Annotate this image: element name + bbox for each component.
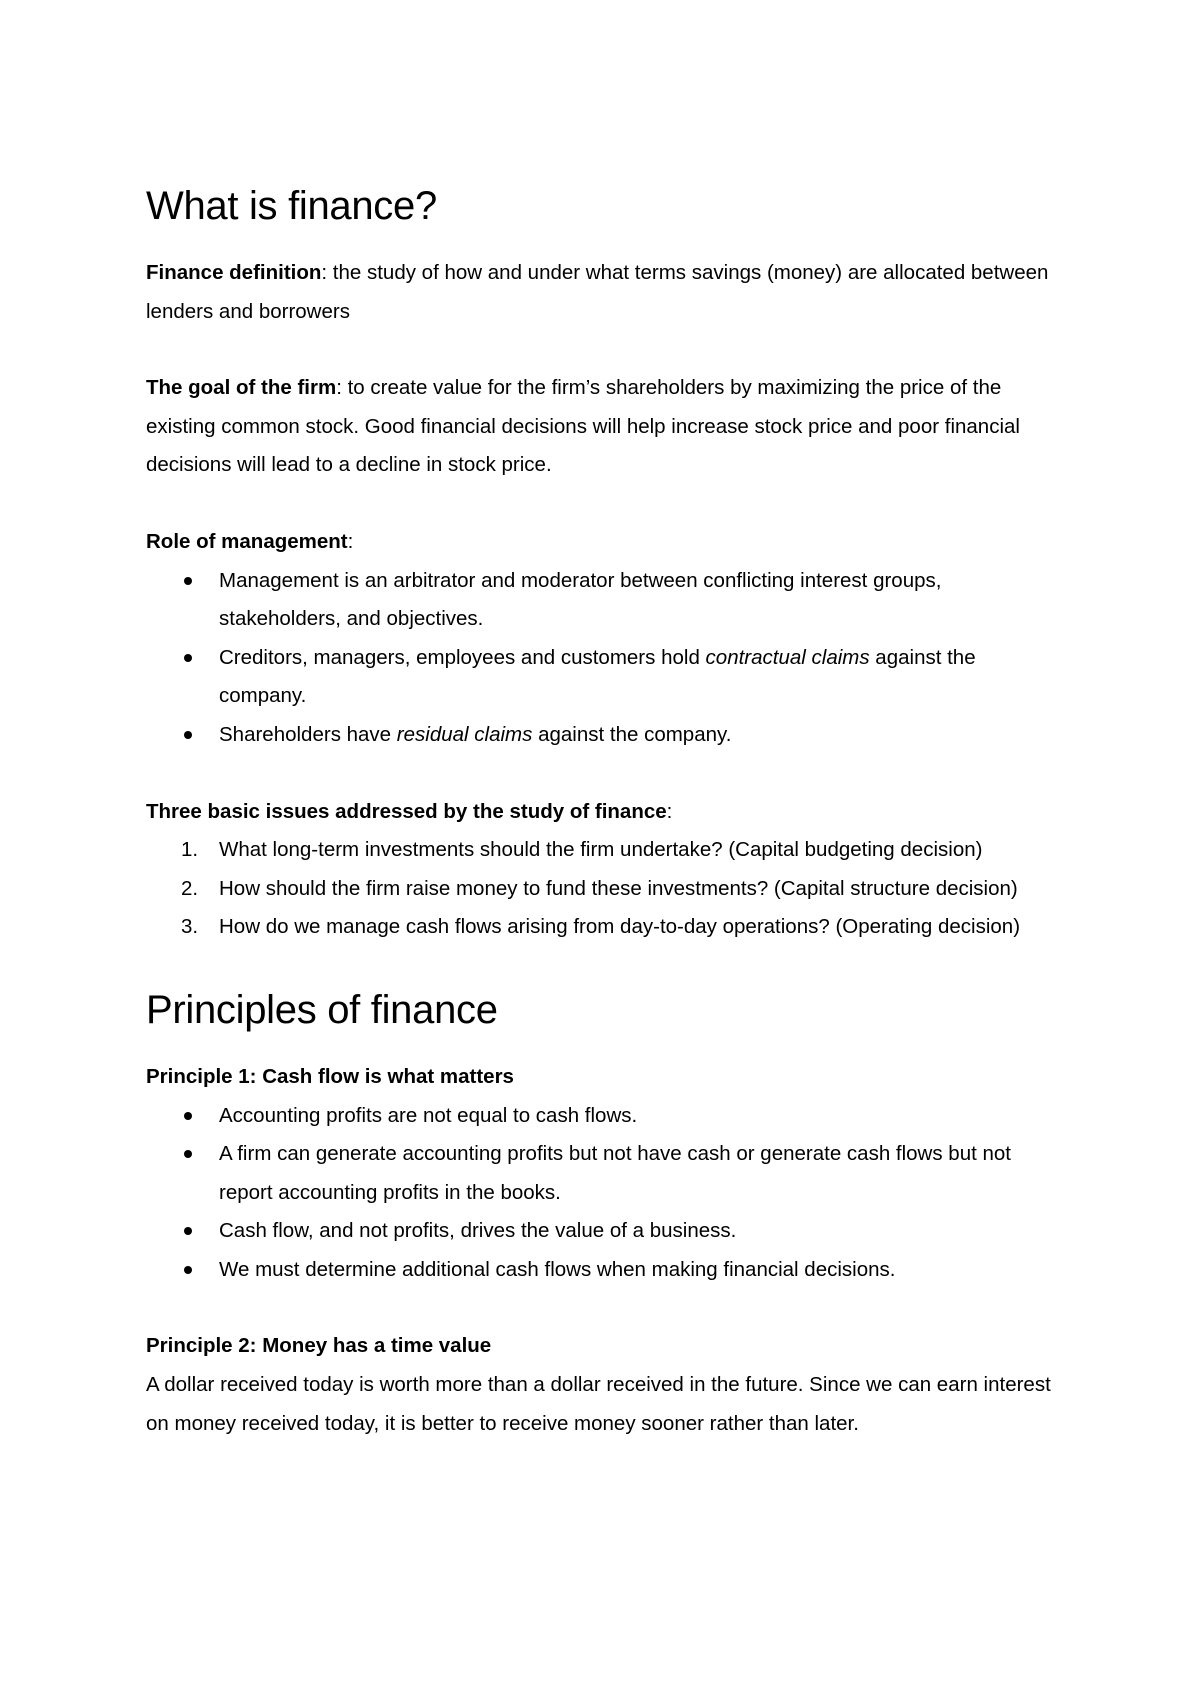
list-item (146, 1251, 1066, 1290)
bullet-icon (184, 731, 192, 739)
list-item (146, 716, 1066, 755)
principle-2-text: A dollar received today is worth more than a dollar received in the future. Since we can earn interest on money received today, it is better to receive money sooner rather than later. (146, 1373, 1051, 1435)
list-item-text: We must determine additional cash flows when making financial decisions. (219, 1257, 896, 1281)
goal-of-firm-label: The goal of the firm (146, 376, 337, 400)
list-item (146, 1097, 1066, 1136)
document-page (146, 178, 1066, 1443)
list-item-text: against the company. (219, 645, 976, 708)
list-item (146, 639, 1066, 716)
bullet-icon (184, 654, 192, 662)
list-item-text: A firm can generate accounting profits but not have cash or generate cash flows but not report accounting profits in the books. (219, 1142, 1012, 1204)
bullet-icon (184, 577, 192, 585)
list-item-emphasis: residual claims (396, 722, 533, 746)
list-item-text: How should the firm raise money to fund these investments? (Capital structure decision) (219, 876, 1018, 900)
principle-1-list (146, 1097, 1066, 1290)
role-of-management-colon: : (347, 529, 354, 553)
finance-definition-text: : the study of how and under what terms savings (money) are allocated between lenders and borrowers (146, 261, 1049, 323)
list-item (146, 562, 1066, 639)
list-item-text: Shareholders have (219, 722, 397, 746)
principle-1-heading (146, 1058, 1066, 1097)
list-item-text: What long-term investments should the firm undertake? (Capital budgeting decision) (219, 838, 983, 862)
finance-definition-paragraph (146, 254, 1066, 331)
goal-of-firm-text: : to create value for the firm’s shareholders by maximizing the price of the existing common stock. Good financial decisions will help increase stock price and poor financial decisions will lead to a decline in stock price. (146, 376, 1020, 477)
three-issues-list (146, 831, 1066, 947)
list-item-text: Creditors, managers, employees and customers hold (219, 645, 706, 669)
list-item-text: Management is an arbitrator and moderator between conflicting interest groups, stakeholders, and objectives. (219, 568, 942, 631)
list-item (146, 908, 1066, 947)
list-item-text: Accounting profits are not equal to cash flows. (219, 1103, 638, 1127)
list-item (146, 831, 1066, 870)
three-issues-heading (146, 793, 1066, 832)
list-number: 1. (181, 838, 199, 862)
bullet-icon (184, 1112, 192, 1120)
section-title-principles-of-finance: Principles of finance (146, 987, 498, 1032)
principle-2-label: Principle 2: Money has a time value (146, 1334, 492, 1358)
list-item-emphasis: contractual claims (705, 645, 870, 669)
three-issues-colon: : (666, 799, 673, 823)
section-title-what-is-finance: What is finance? (146, 184, 437, 228)
bullet-icon (184, 1227, 192, 1235)
role-of-management-list (146, 562, 1066, 755)
list-item (146, 870, 1066, 909)
list-item-text: Cash flow, and not profits, drives the value of a business. (219, 1219, 737, 1243)
bullet-icon (184, 1266, 192, 1274)
finance-definition-label: Finance definition (146, 261, 322, 284)
bullet-icon (184, 1150, 192, 1158)
principle-2-heading (146, 1327, 1066, 1366)
list-item (146, 1135, 1066, 1212)
three-issues-label: Three basic issues addressed by the study of finance (146, 799, 667, 823)
principle-1-label: Principle 1: Cash flow is what matters (146, 1064, 514, 1088)
goal-of-firm-paragraph (146, 369, 1066, 485)
list-item-text: against the company. (532, 722, 732, 746)
list-item-text: How do we manage cash flows arising from day-to-day operations? (Operating decision) (219, 915, 1021, 939)
list-item (146, 1212, 1066, 1251)
list-number: 2. (181, 876, 199, 900)
role-of-management-heading (146, 523, 1066, 562)
list-number: 3. (181, 915, 199, 939)
role-of-management-label: Role of management (146, 529, 348, 553)
